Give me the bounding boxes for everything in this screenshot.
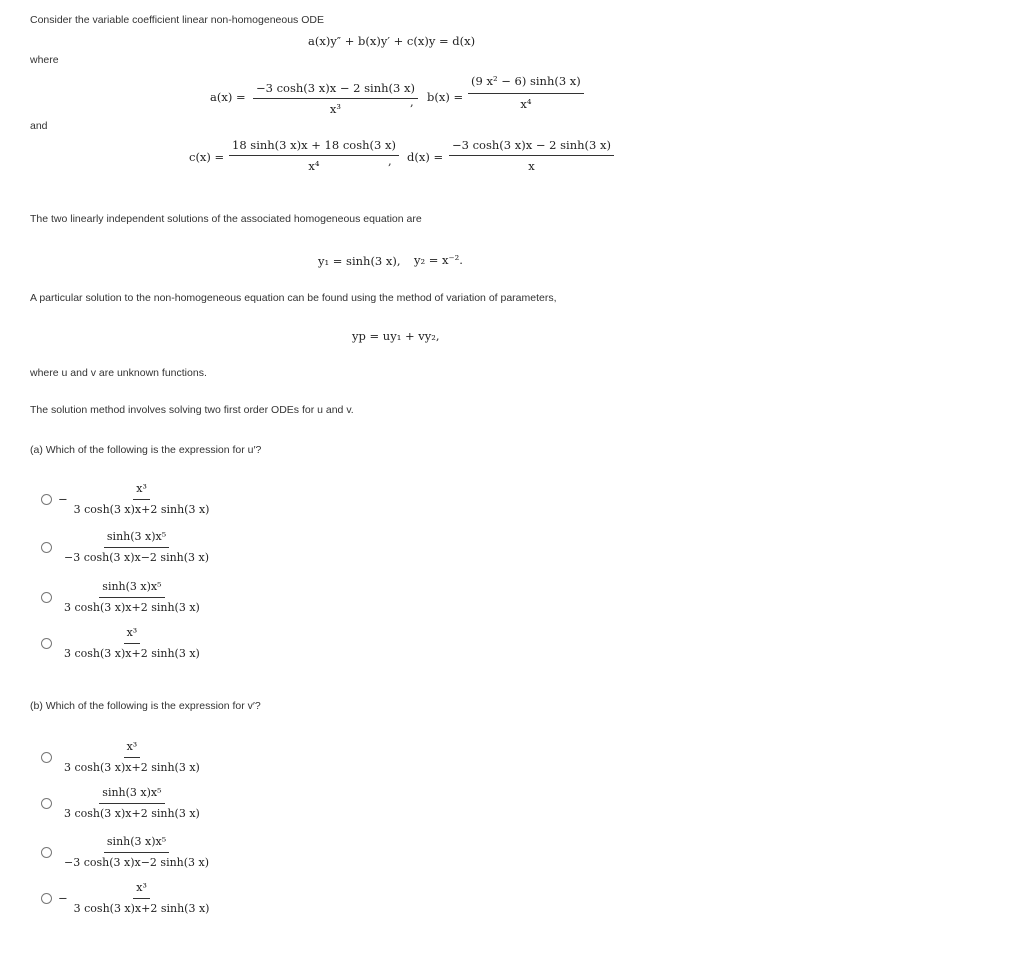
qa-option-1-radio[interactable] <box>41 494 52 505</box>
yp-expression: yp = uy₁ + vy₂, <box>352 329 440 343</box>
d-numerator: −3 cosh(3 x)x − 2 sinh(3 x) <box>449 138 614 156</box>
unknowns-text: where u and v are unknown functions. <box>30 367 207 379</box>
y2-expression: y₂ = x⁻². <box>414 253 463 267</box>
d-denominator: x <box>528 159 535 174</box>
qb-option-1-expr <box>58 740 203 775</box>
qb-option-3-radio[interactable] <box>41 847 52 858</box>
qa-option-4-radio[interactable] <box>41 638 52 649</box>
qa-option-2-den: −3 cosh(3 x)x−2 sinh(3 x) <box>64 550 210 564</box>
qa-option-3-num: sinh(3 x)x⁵ <box>99 580 164 598</box>
qb-option-1-radio[interactable] <box>41 752 52 763</box>
a-fraction <box>253 81 418 117</box>
qa-option-3-den: 3 cosh(3 x)x+2 sinh(3 x) <box>64 600 200 614</box>
a-numerator: −3 cosh(3 x)x − 2 sinh(3 x) <box>253 81 418 99</box>
qb-option-3-num: sinh(3 x)x⁵ <box>104 835 169 853</box>
qa-option-3[interactable] <box>41 580 203 615</box>
y1-expression: y₁ = sinh(3 x), <box>318 254 401 268</box>
qb-option-2-num: sinh(3 x)x⁵ <box>99 786 164 804</box>
where-label: where <box>30 54 59 66</box>
qb-option-4-expr <box>58 881 212 916</box>
homogeneous-text: The two linearly independent solutions of the associated homogeneous equation are <box>30 213 422 225</box>
qa-option-4-num: x³ <box>124 626 141 644</box>
qb-option-1-den: 3 cosh(3 x)x+2 sinh(3 x) <box>64 760 200 774</box>
qb-option-3-den: −3 cosh(3 x)x−2 sinh(3 x) <box>64 855 210 869</box>
qb-option-3-expr <box>58 835 212 870</box>
qb-option-4-sign: − <box>58 891 68 906</box>
a-label: a(x) = <box>210 90 246 104</box>
qb-option-2-den: 3 cosh(3 x)x+2 sinh(3 x) <box>64 806 200 820</box>
b-fraction <box>468 74 584 112</box>
qb-option-4-num: x³ <box>133 881 150 899</box>
b-numerator: (9 x² − 6) sinh(3 x) <box>468 74 584 94</box>
qa-option-4-expr <box>58 626 203 661</box>
c-separator: , <box>388 154 392 168</box>
qb-option-1-num: x³ <box>124 740 141 758</box>
qa-option-4-den: 3 cosh(3 x)x+2 sinh(3 x) <box>64 646 200 660</box>
intro-text: Consider the variable coefficient linear non-homogeneous ODE <box>30 14 324 26</box>
question-b: (b) Which of the following is the expression for v′? <box>30 700 261 712</box>
qa-option-1-sign: − <box>58 492 68 507</box>
qa-option-2-expr <box>58 530 212 565</box>
qb-option-2-expr <box>58 786 203 821</box>
ode-equation: a(x)y″ + b(x)y′ + c(x)y = d(x) <box>308 34 476 48</box>
qa-option-2-num: sinh(3 x)x⁵ <box>104 530 169 548</box>
qb-option-4[interactable] <box>41 881 212 916</box>
c-numerator: 18 sinh(3 x)x + 18 cosh(3 x) <box>229 138 399 156</box>
qb-option-4-den: 3 cosh(3 x)x+2 sinh(3 x) <box>73 901 210 915</box>
qa-option-3-radio[interactable] <box>41 592 52 603</box>
c-denominator: x⁴ <box>308 159 320 174</box>
a-denominator: x³ <box>329 102 342 117</box>
b-label: b(x) = <box>427 90 464 104</box>
method-text: The solution method involves solving two first order ODEs for u and v. <box>30 404 354 416</box>
qa-option-1[interactable] <box>41 482 212 517</box>
and-label: and <box>30 120 48 132</box>
qa-option-2[interactable] <box>41 530 212 565</box>
b-denominator: x⁴ <box>520 97 532 112</box>
qb-option-1[interactable] <box>41 740 203 775</box>
qa-option-1-den: 3 cosh(3 x)x+2 sinh(3 x) <box>73 502 210 516</box>
d-fraction <box>449 138 614 174</box>
qa-option-3-expr <box>58 580 203 615</box>
c-fraction <box>229 138 399 174</box>
a-separator: , <box>410 95 414 109</box>
qb-option-4-radio[interactable] <box>41 893 52 904</box>
c-label: c(x) = <box>189 150 225 164</box>
qb-option-2[interactable] <box>41 786 203 821</box>
qa-option-1-expr <box>58 482 212 517</box>
particular-text: A particular solution to the non-homogeneous equation can be found using the method of variation of parameters, <box>30 292 557 304</box>
qa-option-2-radio[interactable] <box>41 542 52 553</box>
qb-option-2-radio[interactable] <box>41 798 52 809</box>
d-label: d(x) = <box>407 150 444 164</box>
qb-option-3[interactable] <box>41 835 212 870</box>
qa-option-1-num: x³ <box>133 482 150 500</box>
qa-option-4[interactable] <box>41 626 203 661</box>
question-a: (a) Which of the following is the expression for u′? <box>30 444 262 456</box>
